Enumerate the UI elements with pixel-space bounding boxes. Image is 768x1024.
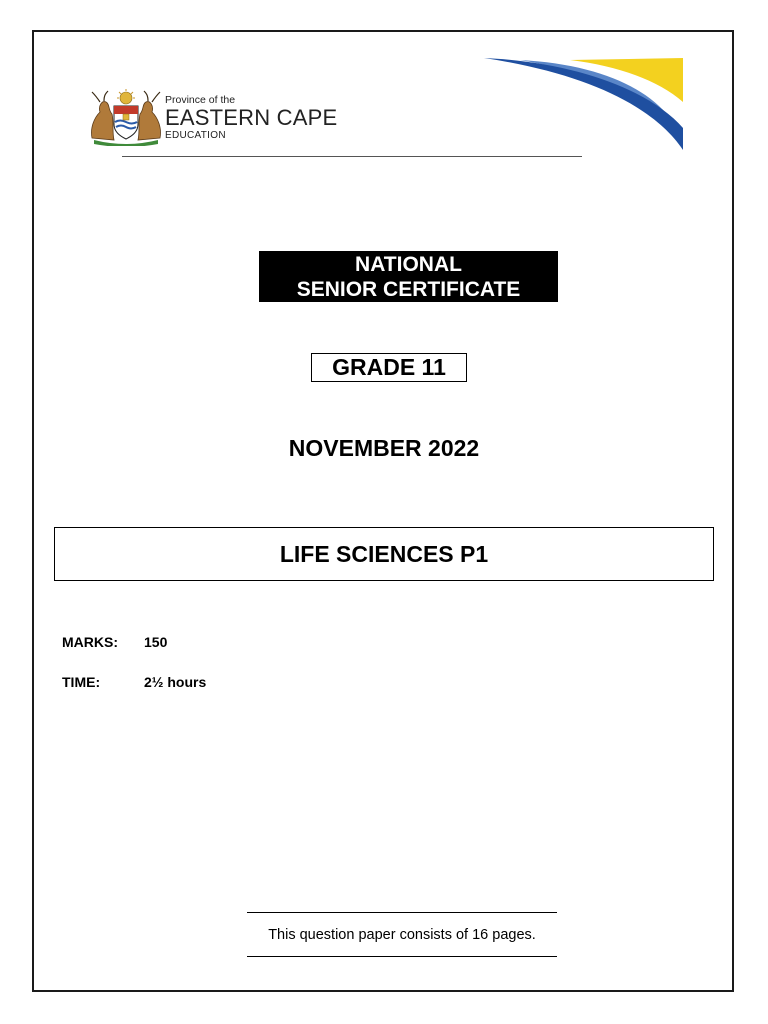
time-label: TIME:	[62, 674, 101, 690]
page-count-note: This question paper consists of 16 pages.	[268, 927, 536, 943]
marks-value: 150	[144, 634, 168, 650]
logo-province-text: Province of the	[165, 94, 236, 106]
grade-box: GRADE 11	[311, 353, 467, 382]
time-value: 2½ hours	[144, 674, 207, 690]
marks-label: MARKS:	[62, 634, 118, 650]
time-row	[62, 674, 206, 690]
subject-title-box: LIFE SCIENCES P1	[54, 527, 714, 581]
marks-row	[62, 634, 167, 650]
footer-top-rule	[247, 912, 557, 913]
page-border	[32, 30, 734, 992]
coat-of-arms-logo	[86, 88, 166, 146]
logo-education-text: EDUCATION	[165, 130, 226, 141]
header-swoosh-graphic	[480, 56, 685, 152]
footer-bottom-rule	[247, 956, 557, 957]
certificate-title-box	[259, 251, 558, 302]
header-divider	[122, 156, 582, 157]
exam-date: NOVEMBER 2022	[288, 435, 480, 461]
logo-text	[165, 94, 337, 142]
certificate-line-national: NATIONAL	[355, 253, 462, 276]
logo-eastern-cape-text: EASTERN CAPE	[165, 105, 338, 130]
certificate-line-senior: SENIOR CERTIFICATE	[296, 278, 521, 301]
